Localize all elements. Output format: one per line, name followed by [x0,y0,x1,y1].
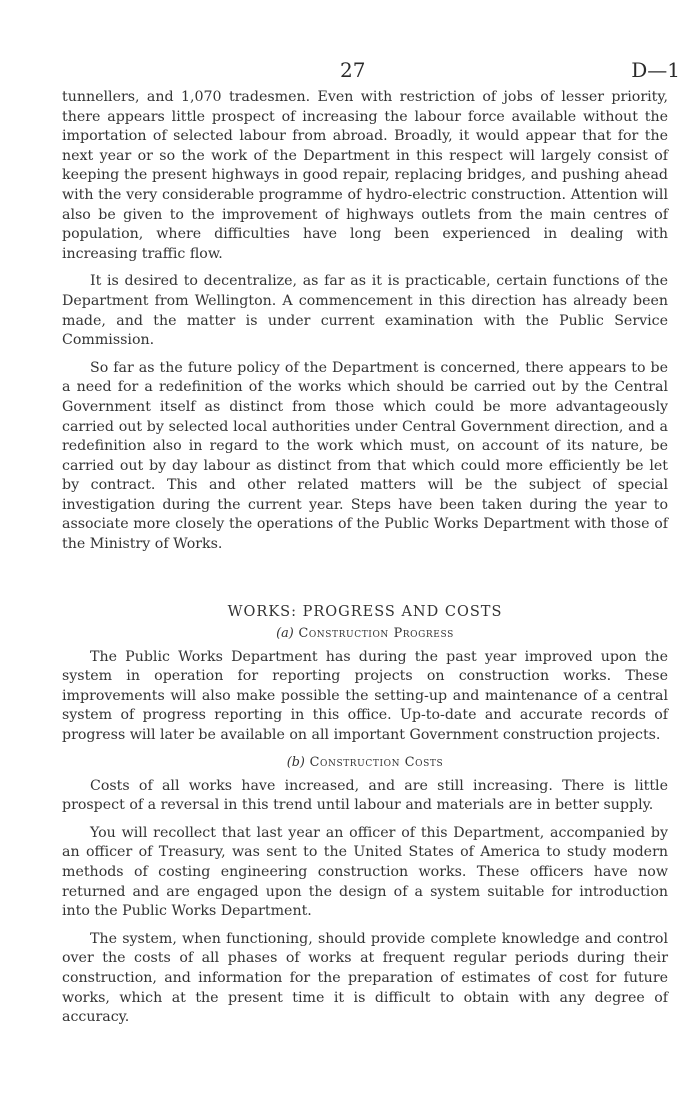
subsection-heading-a [62,623,668,645]
subsection-marker: (b) [286,754,305,770]
subsection-title: Construction Progress [298,625,454,641]
paragraph: You will recollect that last year an officer of this Department, accompanied by an officer of Treasury, was sent to the United States of America to study modern methods of costing engineering construction works. These officers have now returned and are engaged upon the design of a system suitable for introduction into the Public Works Department. [62,824,668,920]
section-heading: WORKS: PROGRESS AND COSTS [227,603,503,620]
paragraph: So far as the future policy of the Department is concerned, there appears to be a need for a redefinition of the works which should be carried out by the Central Government itself as distinct from those which could be more advantageously carried out by selected local authorities under Central Government direction, and a redefinition also in regard to the work which must, on account of its nature, be carried out by day labour as distinct from that which could more efficiently be let by contract. This and other related matters will be the subject of special investigation during the current year. Steps have been taken during the year to associate more closely the operations of the Public Works Department with those of the Ministry of Works. [62,359,668,553]
subsection-heading-b [62,752,668,774]
paragraph: The Public Works Department has during the past year improved upon the system in operation for reporting projects on construction works. These improvements will also make possible the setting-up and maintenance of a central system of progress reporting in this office. Up-to-date and accurate records of progress will later be available on all important Government construction projects. [62,648,668,744]
subsection-marker: (a) [276,625,294,641]
paragraph: The system, when functioning, should provide complete knowledge and control over the costs of all phases of works at frequent regular periods during their construction, and information for the preparation of estimates of cost for future works, which at the present time it is difficult to obtain with any degree of accuracy. [62,930,668,1026]
subsection-title: Construction Costs [309,754,444,770]
paragraph: It is desired to decentralize, as far as it is practicable, certain functions of the Department from Wellington. A commencement in this direction has already been made, and the matter is under current examination with the Public Service Commission. [62,273,668,349]
paragraph: tunnellers, and 1,070 tradesmen. Even with restriction of jobs of lesser priority, there appears little prospect of increasing the labour force available without the importation of selected labour from abroad. Broadly, it would appear that for the next year or so the work of the Department in this respect will largely consist of keeping the present highways in good repair, replacing bridges, and pushing ahead with the very considerable programme of hydro-electric construction. Attention will also be given to the improvement of highways outlets from the main centres of population, where difficulties have long been experienced in dealing with increasing traffic flow. [62,89,668,262]
intro-text [62,88,668,555]
document-page [62,58,680,1028]
page-number: 27 [340,58,366,82]
document-code: D—1 [631,58,680,82]
paragraph: Costs of all works have increased, and are still increasing. There is little prospect of a reversal in this trend until labour and materials are in better supply. [62,777,668,814]
running-head [62,58,680,88]
